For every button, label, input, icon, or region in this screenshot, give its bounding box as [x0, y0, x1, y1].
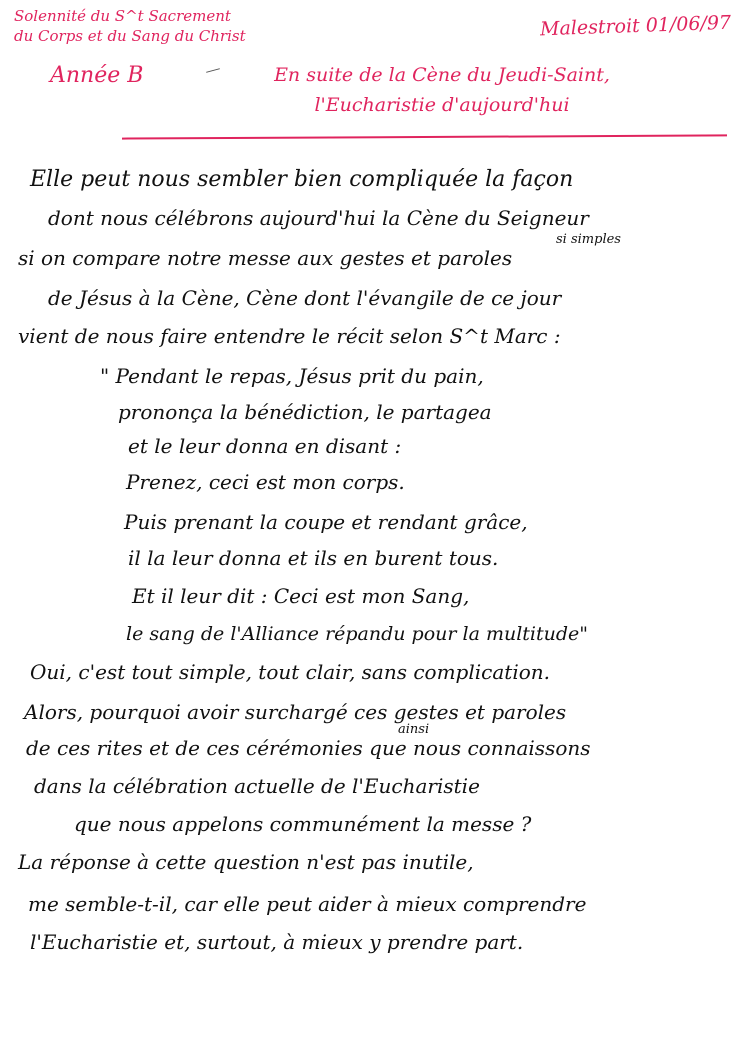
body-line: le sang de l'Alliance répandu pour la multitude" [126, 623, 589, 645]
subtitle-line-2: l'Eucharistie d'aujourd'hui [314, 94, 570, 116]
body-line: que nous appelons communément la messe ? [74, 812, 532, 836]
insertion-note: ainsi [398, 722, 430, 737]
body-line: l'Eucharistie et, surtout, à mieux y prendre part. [30, 930, 524, 954]
body-line: si on compare notre messe aux gestes et paroles [18, 246, 513, 270]
body-line: il la leur donna et ils en burent tous. [128, 546, 499, 570]
body-line: dont nous célébrons aujourd'hui la Cène du Seigneur [48, 206, 589, 230]
liturgical-year: Année B [50, 63, 144, 88]
place-date: Malestroit 01/06/97 [539, 11, 732, 41]
body-line: Alors, pourquoi avoir surchargé ces gestes et paroles [24, 700, 567, 724]
body-line: de ces rites et de ces cérémonies que nous connaissons [26, 736, 591, 760]
body-line: prononça la bénédiction, le partagea [118, 400, 492, 424]
header-divider [122, 134, 727, 139]
body-line: vient de nous faire entendre le récit selon S^t Marc : [18, 324, 561, 348]
body-line: " Pendant le repas, Jésus prit du pain, [100, 364, 484, 388]
body-line: et le leur donna en disant : [128, 434, 402, 458]
body-line: me semble-t-il, car elle peut aider à mieux comprendre [28, 892, 587, 916]
body-line: La réponse à cette question n'est pas inutile, [18, 850, 474, 874]
body-line: Prenez, ceci est mon corps. [126, 470, 405, 494]
sermon-subtitle [232, 60, 652, 120]
insertion-note: si simples [556, 232, 621, 247]
feast-title [14, 6, 246, 46]
feast-title-line-2: du Corps et du Sang du Christ [14, 27, 246, 45]
body-line: de Jésus à la Cène, Cène dont l'évangile de ce jour [48, 286, 562, 310]
body-line: dans la célébration actuelle de l'Eucharistie [34, 774, 480, 798]
body-line: Puis prenant la coupe et rendant grâce, [124, 510, 528, 534]
body-line: Elle peut nous sembler bien compliquée la façon [30, 167, 574, 192]
body-line: Et il leur dit : Ceci est mon Sang, [132, 584, 470, 608]
subtitle-line-1: En suite de la Cène du Jeudi-Saint, [274, 64, 610, 86]
feast-title-line-1: Solennité du S^t Sacrement [14, 7, 231, 25]
body-line: Oui, c'est tout simple, tout clair, sans complication. [30, 660, 550, 684]
stray-mark [206, 68, 220, 73]
